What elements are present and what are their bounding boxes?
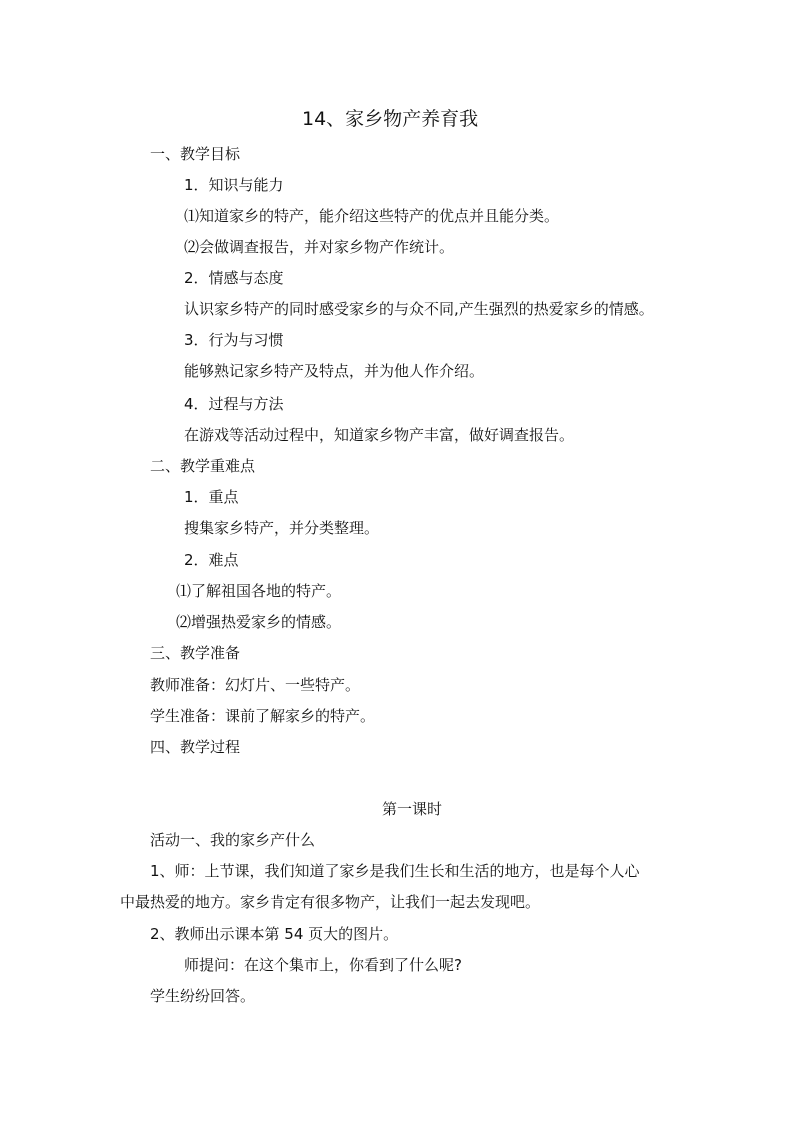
- subheading-behavior: 3．行为与习惯: [184, 331, 284, 349]
- subheading-key: 1．重点: [184, 488, 239, 506]
- text-line: 师提问：在这个集市上，你看到了什么呢?: [184, 956, 462, 974]
- text-line: 1、师：上节课，我们知道了家乡是我们生长和生活的地方，也是每个人心: [150, 862, 640, 880]
- text-line: 在游戏等活动过程中，知道家乡物产丰富，做好调查报告。: [184, 426, 575, 444]
- subheading-process: 4．过程与方法: [184, 395, 284, 413]
- text-line: ⑴了解祖国各地的特产。: [176, 582, 342, 600]
- text-line: 教师准备：幻灯片、一些特产。: [150, 676, 361, 694]
- text-line: 中最热爱的地方。家乡肯定有很多物产，让我们一起去发现吧。: [120, 893, 541, 911]
- section-heading-objectives: 一、教学目标: [150, 145, 241, 163]
- page-title: 14、家乡物产养育我: [302, 108, 479, 130]
- activity-heading: 活动一、我的家乡产什么: [150, 831, 316, 849]
- text-line: ⑵增强热爱家乡的情感。: [176, 613, 342, 631]
- text-line: ⑴知道家乡的特产，能介绍这些特产的优点并且能分类。: [184, 207, 560, 225]
- text-line: ⑵会做调查报告，并对家乡物产作统计。: [184, 238, 455, 256]
- subheading-emotion: 2．情感与态度: [184, 269, 284, 287]
- text-line: 学生准备：课前了解家乡的特产。: [150, 707, 376, 725]
- text-line: 学生纷纷回答。: [150, 987, 256, 1005]
- text-line: 能够熟记家乡特产及特点，并为他人作介绍。: [184, 362, 485, 380]
- text-line: 搜集家乡特产，并分类整理。: [184, 519, 380, 537]
- text-line: 2、教师出示课本第 54 页大的图片。: [150, 925, 399, 943]
- subheading-difficulty: 2．难点: [184, 551, 239, 569]
- text-line: 认识家乡特产的同时感受家乡的与众不同,产生强烈的热爱家乡的情感。: [184, 300, 654, 318]
- section-heading-preparation: 三、教学准备: [150, 644, 241, 662]
- lesson-heading: 第一课时: [382, 800, 443, 818]
- section-heading-key-points: 二、教学重难点: [150, 457, 256, 475]
- section-heading-process: 四、教学过程: [150, 738, 241, 756]
- subheading-knowledge: 1．知识与能力: [184, 176, 284, 194]
